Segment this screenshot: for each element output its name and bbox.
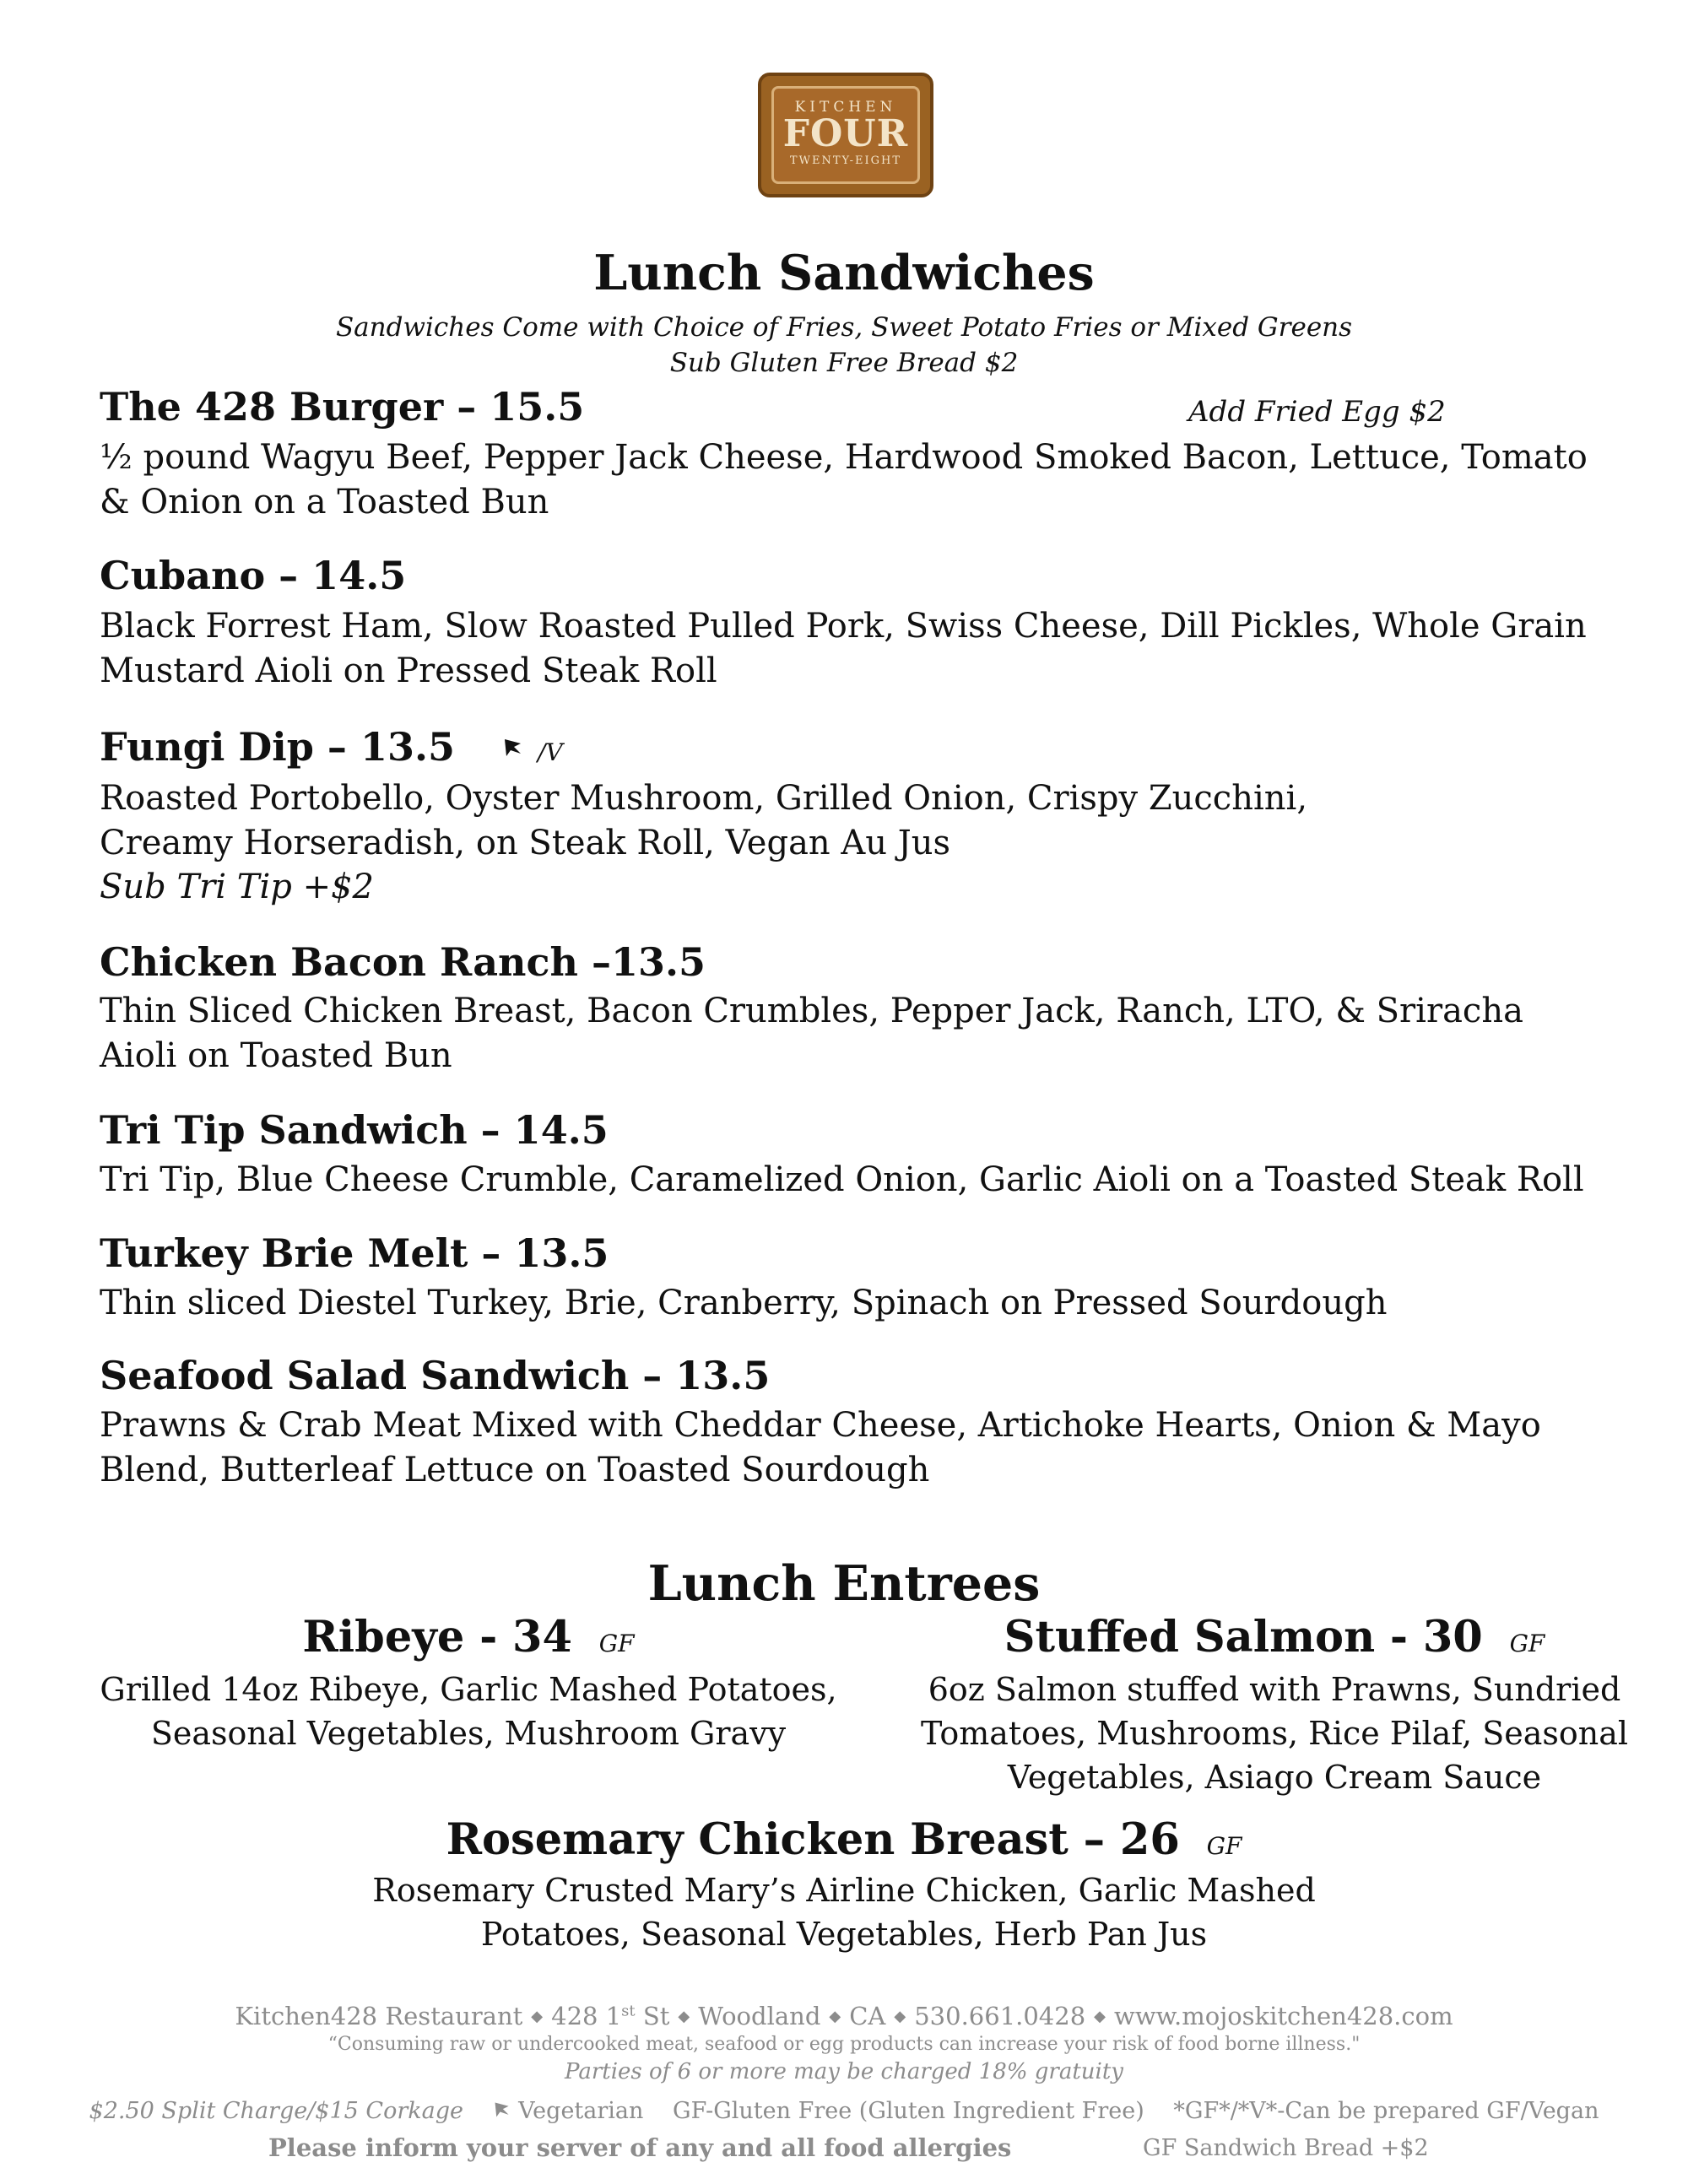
item-title-tri-tip: Tri Tip Sandwich – 14.5 — [100, 1107, 609, 1153]
footer-gluten-free-label: GF-Gluten Free (Gluten Ingredient Free) — [673, 2098, 1144, 2124]
entree-name-ribeye: Ribeye - 34 — [302, 1612, 573, 1662]
entree-title-ribeye — [68, 1612, 869, 1662]
footer-gratuity-note: Parties of 6 or more may be charged 18% gratuity — [565, 2059, 1123, 2084]
footer-vegetarian-label: Vegetarian — [518, 2098, 644, 2124]
sandwiches-heading: Lunch Sandwiches — [593, 245, 1095, 301]
item-desc-burger: ½ pound Wagyu Beef, Pepper Jack Cheese, Hardwood Smoked Bacon, Lettuce, Tomato & Onion on a Toasted Bun — [100, 438, 1588, 522]
entree-name-salmon: Stuffed Salmon - 30 — [1004, 1612, 1483, 1662]
entree-tag-ribeye: GF — [598, 1630, 635, 1657]
vegetarian-icon — [493, 2100, 511, 2119]
footer-gf-bread-note: GF Sandwich Bread +$2 — [1143, 2135, 1429, 2161]
logo-line-kitchen: KITCHEN — [794, 99, 897, 116]
footer-legend-line — [0, 2098, 1688, 2124]
footer-state: CA — [849, 2002, 886, 2030]
gluten-free-note: Sub Gluten Free Bread $2 — [669, 348, 1019, 378]
entrees-heading: Lunch Entrees — [647, 1555, 1041, 1612]
sandwiches-subtitle: Sandwiches Come with Choice of Fries, Sweet Potato Fries or Mixed Greens — [335, 312, 1353, 343]
diamond-separator-icon: ◆ — [531, 2008, 544, 2025]
diamond-separator-icon: ◆ — [678, 2008, 690, 2025]
entree-desc-salmon-line2: Tomatoes, Mushrooms, Rice Pilaf, Seasonal — [920, 1715, 1629, 1752]
diamond-separator-icon: ◆ — [829, 2008, 841, 2025]
footer-restaurant: Kitchen428 Restaurant — [235, 2002, 523, 2030]
entree-desc-salmon-line1: 6oz Salmon stuffed with Prawns, Sundried — [928, 1671, 1621, 1708]
entree-desc-salmon-line3: Vegetables, Asiago Cream Sauce — [1007, 1759, 1542, 1796]
entree-tag-salmon: GF — [1509, 1630, 1545, 1657]
entree-title-chicken — [0, 1814, 1688, 1865]
diamond-separator-icon: ◆ — [1094, 2008, 1106, 2025]
item-title-turkey-brie: Turkey Brie Melt – 13.5 — [100, 1230, 609, 1276]
item-tag-vegan: /V — [538, 738, 563, 766]
item-title-chicken-bacon-ranch: Chicken Bacon Ranch –13.5 — [100, 939, 706, 985]
footer-prep-note: *GF*/*V*-Can be prepared GF/Vegan — [1173, 2098, 1599, 2124]
footer-city: Woodland — [698, 2002, 821, 2030]
entree-desc-ribeye-line2: Seasonal Vegetables, Mushroom Gravy — [150, 1715, 787, 1752]
item-title-seafood-salad: Seafood Salad Sandwich – 13.5 — [100, 1353, 771, 1398]
item-title-cubano: Cubano – 14.5 — [100, 553, 407, 598]
footer-split-charge: $2.50 Split Charge/$15 Corkage — [89, 2098, 463, 2124]
item-title-burger: The 428 Burger – 15.5 — [100, 384, 585, 430]
item-desc-seafood-salad: Prawns & Crab Meat Mixed with Cheddar Cheese, Artichoke Hearts, Onion & Mayo Blend, Butterleaf Lettuce on Toasted Sourdough — [100, 1406, 1541, 1489]
item-desc-chicken-bacon-ranch: Thin Sliced Chicken Breast, Bacon Crumbles, Pepper Jack, Ranch, LTO, & Sriracha Aioli on Toasted Bun — [100, 992, 1523, 1075]
entree-desc-ribeye-line1: Grilled 14oz Ribeye, Garlic Mashed Potatoes, — [100, 1671, 837, 1708]
item-addon-egg: Add Fried Egg $2 — [1188, 395, 1446, 429]
footer-contact-line — [0, 2002, 1688, 2030]
vegetarian-icon — [502, 737, 524, 759]
item-title-fungi-dip — [100, 724, 563, 770]
entree-tag-chicken: GF — [1206, 1832, 1242, 1860]
entree-title-salmon — [895, 1612, 1654, 1662]
footer-food-warning: “Consuming raw or undercooked meat, seafood or egg products can increase your risk of food borne illness." — [327, 2034, 1361, 2055]
item-note-sub-tri-tip: Sub Tri Tip +$2 — [100, 868, 374, 906]
entree-desc-chicken-line1: Rosemary Crusted Mary’s Airline Chicken, Garlic Mashed — [372, 1872, 1316, 1909]
item-desc-fungi-line1: Roasted Portobello, Oyster Mushroom, Grilled Onion, Crispy Zucchini, — [100, 779, 1308, 818]
logo-line-twenty-eight: TWENTY-EIGHT — [789, 154, 902, 167]
item-desc-cubano: Black Forrest Ham, Slow Roasted Pulled Pork, Swiss Cheese, Dill Pickles, Whole Grain Mustard Aioli on Pressed Steak Roll — [100, 607, 1587, 690]
item-desc-tri-tip: Tri Tip, Blue Cheese Crumble, Caramelized Onion, Garlic Aioli on a Toasted Steak Roll — [100, 1160, 1584, 1199]
item-desc-turkey-brie: Thin sliced Diestel Turkey, Brie, Cranberry, Spinach on Pressed Sourdough — [100, 1284, 1388, 1322]
logo-line-four: FOUR — [782, 112, 909, 155]
entree-desc-chicken-line2: Potatoes, Seasonal Vegetables, Herb Pan Jus — [480, 1916, 1208, 1953]
restaurant-logo — [758, 73, 933, 197]
footer-street: 428 1st St — [551, 2002, 670, 2030]
footer-allergy-note: Please inform your server of any and all food allergies — [268, 2133, 1012, 2162]
item-name-fungi-dip: Fungi Dip – 13.5 — [100, 724, 455, 770]
footer-phone: 530.661.0428 — [914, 2002, 1086, 2030]
entree-name-chicken: Rosemary Chicken Breast – 26 — [446, 1814, 1180, 1865]
item-desc-fungi-line2: Creamy Horseradish, on Steak Roll, Vegan Au Jus — [100, 824, 951, 862]
diamond-separator-icon: ◆ — [894, 2008, 906, 2025]
footer-website: www.mojoskitchen428.com — [1114, 2002, 1453, 2030]
